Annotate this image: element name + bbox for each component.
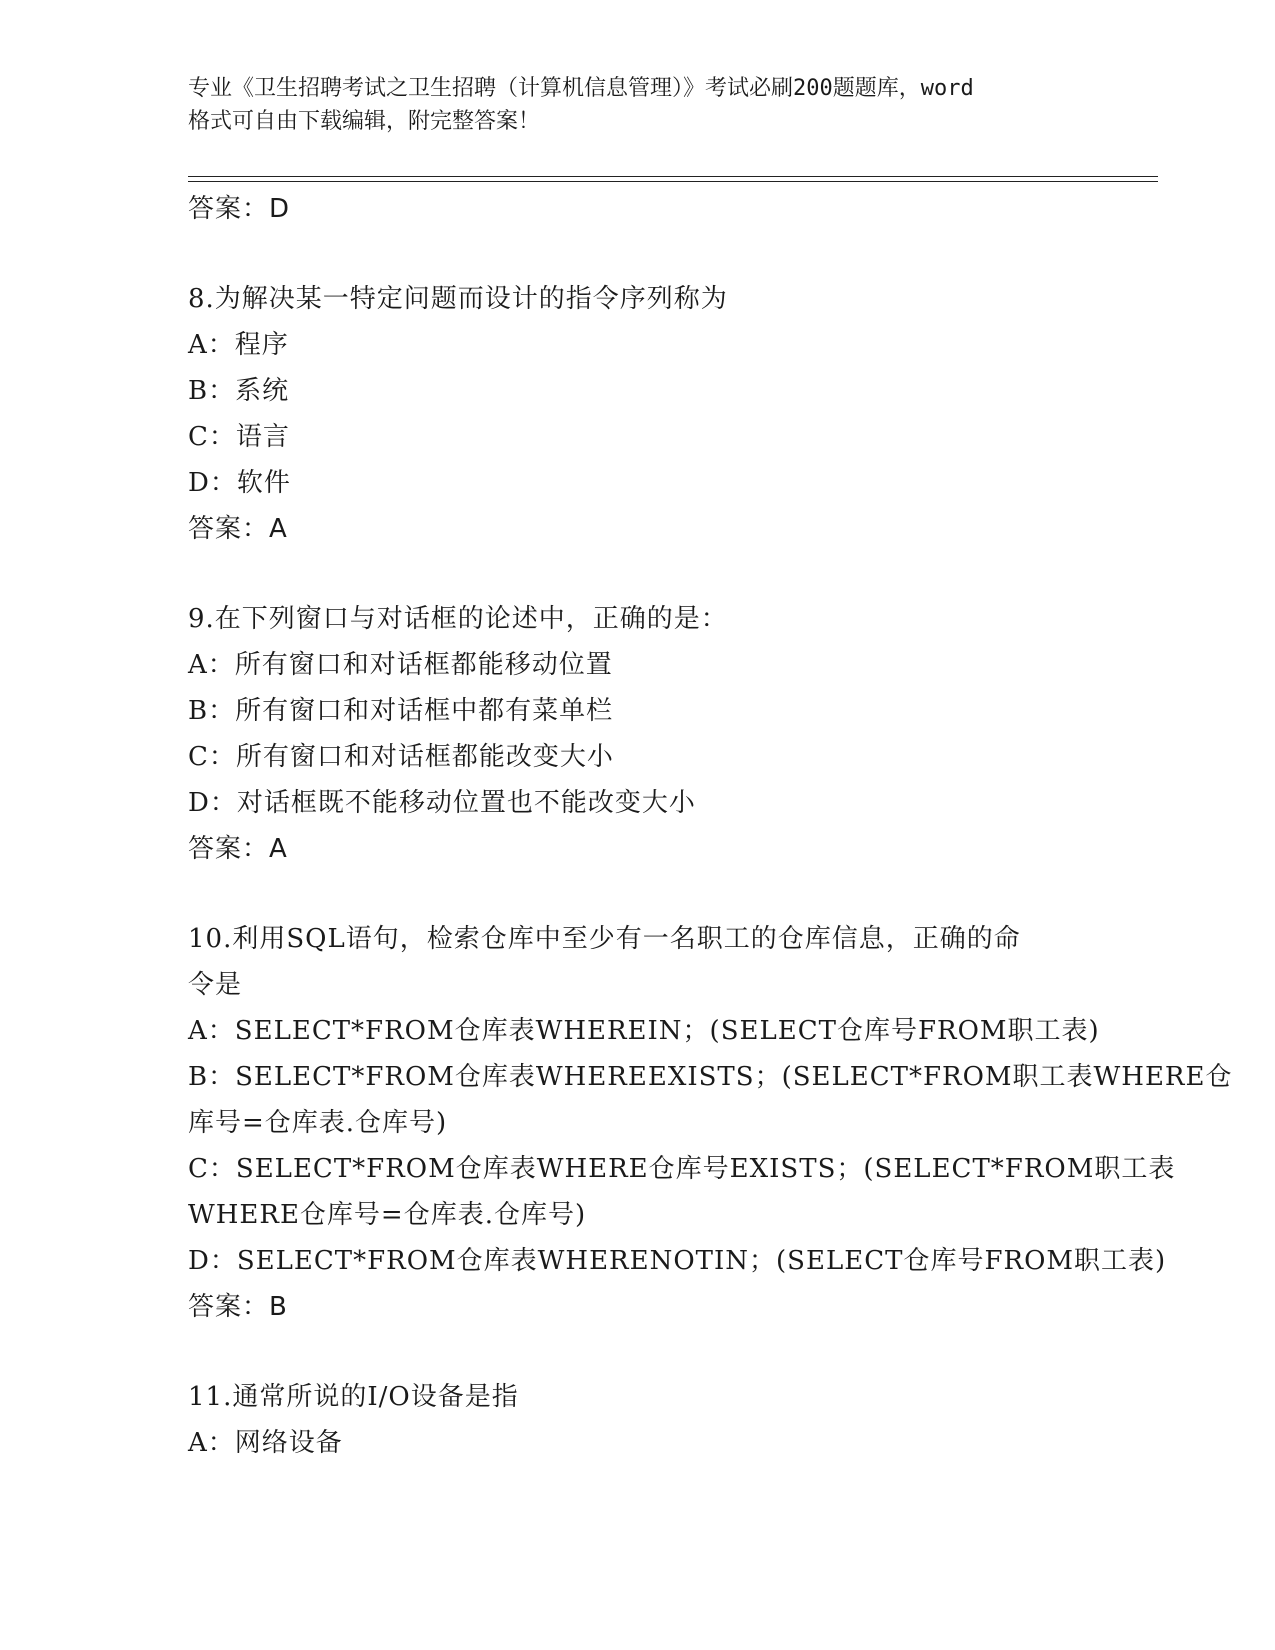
option-b-continued: 库号=仓库表.仓库号): [188, 1108, 448, 1138]
question-stem-continued: 令是: [188, 970, 243, 1000]
option-c: C：SELECT*FROM仓库表WHERE仓库号EXISTS；(SELECT*FROM职工表: [188, 1154, 1176, 1184]
header-line-2: 格式可自由下载编辑，附完整答案！: [188, 109, 541, 134]
option-b: B：系统: [188, 376, 290, 406]
option-a: A：SELECT*FROM仓库表WHEREIN；(SELECT仓库号FROM职工表): [188, 1016, 1100, 1046]
option-c: C：语言: [188, 422, 290, 452]
question-stem: 10.利用SQL语句，检索仓库中至少有一名职工的仓库信息，正确的命: [188, 924, 1021, 954]
question-stem: 9.在下列窗口与对话框的论述中，正确的是：: [188, 604, 728, 634]
question-block: [188, 596, 1088, 872]
option-a: A：网络设备: [188, 1428, 343, 1458]
question-stem: 8.为解决某一特定问题而设计的指令序列称为: [188, 284, 728, 314]
answer-line: 答案：A: [188, 514, 288, 544]
header-line-1: 专业《卫生招聘考试之卫生招聘（计算机信息管理）》考试必刷200题题库，word: [188, 76, 974, 101]
document-header: [188, 72, 1088, 138]
spacer: [188, 872, 1088, 916]
previous-answer: 答案：D: [188, 194, 291, 224]
question-stem: 11.通常所说的I/O设备是指: [188, 1382, 519, 1412]
spacer: [188, 552, 1088, 596]
question-block: [188, 916, 1233, 1330]
option-b: B：SELECT*FROM仓库表WHEREEXISTS；(SELECT*FROM职工表WHERE仓: [188, 1062, 1233, 1092]
spacer: [188, 232, 1088, 276]
header-divider-top: [188, 176, 1158, 177]
answer-line: 答案：A: [188, 834, 288, 864]
option-d: D：SELECT*FROM仓库表WHERENOTIN；(SELECT仓库号FROM职工表): [188, 1246, 1167, 1276]
question-block: [188, 276, 1088, 552]
option-c-continued: WHERE仓库号=仓库表.仓库号): [188, 1200, 587, 1230]
option-a: A：程序: [188, 330, 289, 360]
spacer: [188, 1330, 1088, 1374]
option-d: D：软件: [188, 468, 291, 498]
option-c: C：所有窗口和对话框都能改变大小: [188, 742, 614, 772]
option-a: A：所有窗口和对话框都能移动位置: [188, 650, 613, 680]
option-d: D：对话框既不能移动位置也不能改变大小: [188, 788, 696, 818]
option-b: B：所有窗口和对话框中都有菜单栏: [188, 696, 614, 726]
question-block: [188, 1374, 1088, 1466]
question-list: [188, 186, 1233, 1466]
answer-line: 答案：B: [188, 1292, 288, 1322]
header-divider-bottom: [188, 181, 1158, 182]
